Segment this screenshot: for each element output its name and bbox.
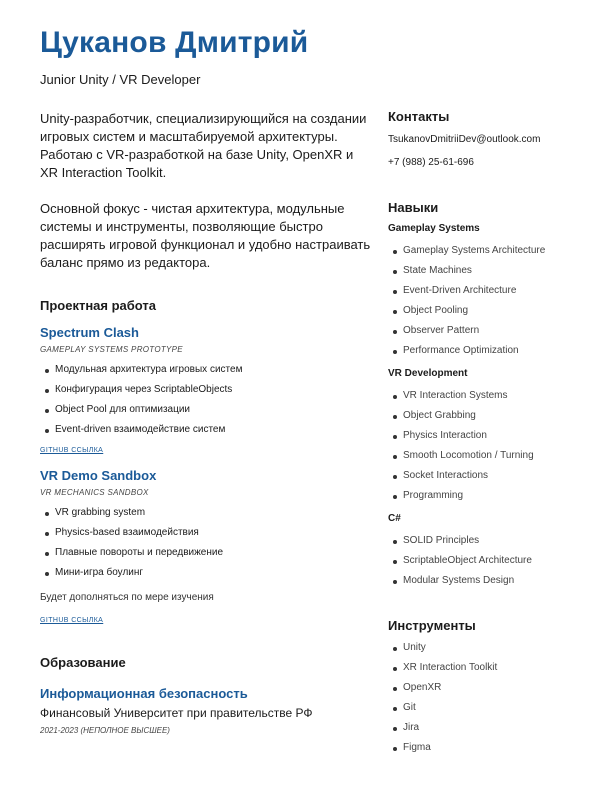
list-item: Object Pool для оптимизации [40,400,242,420]
skills-section-title: Навыки [388,200,439,215]
list-item: Модульная архитектура игровых систем [40,360,242,380]
education-degree: Информационная безопасность [40,686,248,701]
list-item: Плавные повороты и передвижение [40,543,223,563]
list-item: Physics Interaction [388,426,534,446]
list-item: Object Grabbing [388,406,534,426]
skill-group-title: VR Development [388,368,468,379]
list-item: VR Interaction Systems [388,386,534,406]
list-item: SOLID Principles [388,531,532,551]
github-link[interactable]: GITHUB ССЫЛКА [40,617,104,624]
project-subtitle: VR MECHANICS SANDBOX [40,488,149,497]
list-item: State Machines [388,261,545,281]
github-link[interactable]: GITHUB ССЫЛКА [40,447,104,454]
summary-paragraph-1: Unity-разработчик, специализирующийся на создании игровых систем и масштабируемой архитектуры. Работаю с VR-разработкой на базе Unity, OpenXR и XR Interaction Toolkit. [40,111,367,180]
list-item: Programming [388,486,534,506]
tools-list [388,638,497,758]
list-item: XR Interaction Toolkit [388,658,497,678]
project-bullets [40,503,223,583]
project-title: VR Demo Sandbox [40,468,157,483]
tools-section-title: Инструменты [388,618,476,633]
contact-email[interactable]: TsukanovDmitriiDev@outlook.com [388,134,541,145]
project-note: Будет дополняться по мере изучения [40,592,214,603]
candidate-role: Junior Unity / VR Developer [40,72,201,87]
list-item: Smooth Locomotion / Turning [388,446,534,466]
list-item: Unity [388,638,497,658]
skill-group-title: Gameplay Systems [388,223,480,234]
list-item: Event-driven взаимодействие систем [40,420,242,440]
list-item: Мини-игра боулинг [40,563,223,583]
skill-list [388,386,534,506]
projects-section-title: Проектная работа [40,298,157,313]
list-item: Observer Pattern [388,321,545,341]
project-subtitle: GAMEPLAY SYSTEMS PROTOTYPE [40,345,183,354]
education-school: Финансовый Университет при правительстве РФ [40,706,313,720]
project-title: Spectrum Clash [40,325,139,340]
skill-list [388,241,545,361]
list-item: Modular Systems Design [388,571,532,591]
skill-list [388,531,532,591]
list-item: Конфигурация через ScriptableObjects [40,380,242,400]
list-item: VR grabbing system [40,503,223,523]
contacts-section-title: Контакты [388,109,450,124]
education-dates: 2021-2023 (НЕПОЛНОЕ ВЫСШЕЕ) [40,726,170,735]
summary-paragraph-2: Основной фокус - чистая архитектура, модульные системы и инструменты, позволяющие быстро расширять игровой функционал и удобно настраивать баланс прямо из редактора. [40,201,371,270]
list-item: Object Pooling [388,301,545,321]
list-item: Gameplay Systems Architecture [388,241,545,261]
list-item: Performance Optimization [388,341,545,361]
skill-group-title: C# [388,513,401,524]
list-item: Socket Interactions [388,466,534,486]
list-item: Figma [388,738,497,758]
list-item: Event-Driven Architecture [388,281,545,301]
list-item: OpenXR [388,678,497,698]
contact-phone[interactable]: +7 (988) 25-61-696 [388,157,474,168]
candidate-name: Цуканов Дмитрий [40,26,309,59]
list-item: ScriptableObject Architecture [388,551,532,571]
list-item: Physics-based взаимодействия [40,523,223,543]
list-item: Git [388,698,497,718]
project-bullets [40,360,242,440]
list-item: Jira [388,718,497,738]
education-section-title: Образование [40,655,126,670]
